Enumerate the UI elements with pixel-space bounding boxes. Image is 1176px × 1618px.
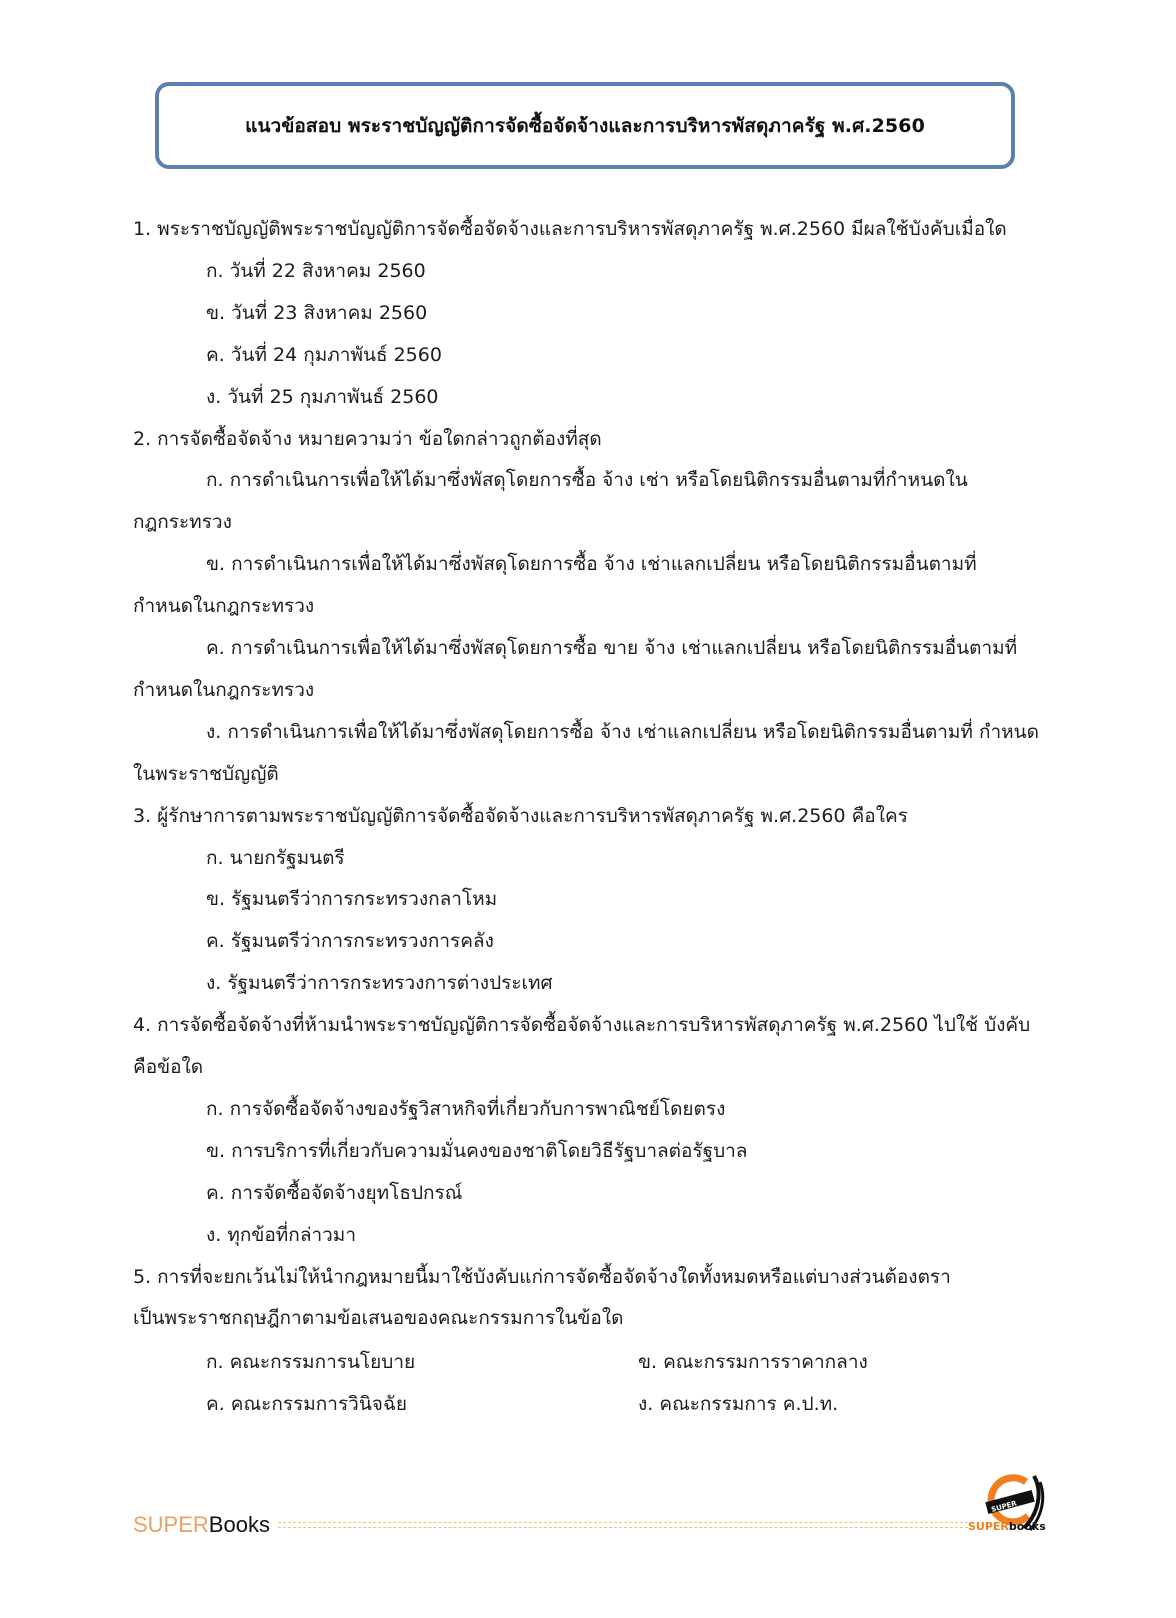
continuation-text: คือข้อใด: [133, 1056, 204, 1078]
answer-option: ข. รัฐมนตรีว่าการกระทรวงกลาโหม: [206, 888, 498, 910]
answer-option: ค. การดำเนินการเพื่อให้ได้มาซึ่งพัสดุโดยการซื้อ ขาย จ้าง เช่าแลกเปลี่ยน หรือโดยนิติกรรมอื่นตามที่: [206, 637, 1018, 659]
answer-option: ง. วันที่ 25 กุมภาพันธ์ 2560: [206, 386, 439, 408]
answer-option: ง. การดำเนินการเพื่อให้ได้มาซึ่งพัสดุโดยการซื้อ จ้าง เช่าแลกเปลี่ยน หรือโดยนิติกรรมอื่นตามที่ กำหนด: [206, 721, 1039, 743]
answer-option: ง. ทุกข้อที่กล่าวมา: [206, 1224, 356, 1246]
q5-option-b: ข. คณะกรรมการราคากลาง: [638, 1351, 868, 1373]
q5-option-d: ง. คณะกรรมการ ค.ป.ท.: [638, 1393, 839, 1415]
continuation-text: เป็นพระราชกฤษฎีกาตามข้อเสนอของคณะกรรมการในข้อใด: [133, 1307, 624, 1329]
logo-wordmark: SUPERbooks: [968, 1520, 1046, 1533]
question-text: 5. การที่จะยกเว้นไม่ให้นำกฎหมายนี้มาใช้บังคับแก่การจัดซื้อจัดจ้างใดทั้งหมดหรือแต่บางส่วนต้องตรา: [133, 1266, 951, 1288]
answer-option: ก. การดำเนินการเพื่อให้ได้มาซึ่งพัสดุโดยการซื้อ จ้าง เช่า หรือโดยนิติกรรมอื่นตามที่กำหนดใน: [206, 469, 968, 491]
answer-option: ข. การบริการที่เกี่ยวกับความมั่นคงของชาติโดยวิธีรัฐบาลต่อรัฐบาล: [206, 1140, 748, 1162]
footer-brand: [133, 1512, 270, 1538]
footer-brand-books: Books: [208, 1512, 270, 1537]
question-text: 3. ผู้รักษาการตามพระราชบัญญัติการจัดซื้อจัดจ้างและการบริหารพัสดุภาครัฐ พ.ศ.2560 คือใคร: [133, 805, 908, 827]
footer-divider: [278, 1522, 968, 1528]
answer-option: ค. รัฐมนตรีว่าการกระทรวงการคลัง: [206, 930, 494, 952]
title-box: [155, 82, 1015, 169]
continuation-text: กำหนดในกฎกระทรวง: [133, 679, 315, 701]
question-text: 2. การจัดซื้อจัดจ้าง หมายความว่า ข้อใดกล่าวถูกต้องที่สุด: [133, 428, 602, 450]
q5-option-c: ค. คณะกรรมการวินิจฉัย: [206, 1393, 408, 1415]
answer-option: ข. วันที่ 23 สิงหาคม 2560: [206, 302, 428, 324]
continuation-text: ในพระราชบัญญัติ: [133, 763, 279, 785]
answer-option: ค. การจัดซื้อจัดจ้างยุทโธปกรณ์: [206, 1182, 463, 1204]
answer-option: ง. รัฐมนตรีว่าการกระทรวงการต่างประเทศ: [206, 972, 553, 994]
question-text: 1. พระราชบัญญัติพระราชบัญญัติการจัดซื้อจัดจ้างและการบริหารพัสดุภาครัฐ พ.ศ.2560 มีผลใช้บังคับเมื่อใด: [133, 218, 1007, 240]
answer-option: ก. การจัดซื้อจัดจ้างของรัฐวิสาหกิจที่เกี่ยวกับการพาณิชย์โดยตรง: [206, 1098, 726, 1120]
document-title: แนวข้อสอบ พระราชบัญญัติการจัดซื้อจัดจ้างและการบริหารพัสดุภาครัฐ พ.ศ.2560: [245, 114, 925, 137]
svg-text:SUPER: SUPER: [990, 1499, 1018, 1514]
answer-option: ค. วันที่ 24 กุมภาพันธ์ 2560: [206, 344, 442, 366]
answer-option: ก. วันที่ 22 สิงหาคม 2560: [206, 260, 426, 282]
answer-option: ก. นายกรัฐมนตรี: [206, 847, 345, 869]
q5-option-a: ก. คณะกรรมการนโยบาย: [206, 1351, 416, 1373]
footer-brand-super: SUPER: [133, 1512, 209, 1537]
continuation-text: กำหนดในกฎกระทรวง: [133, 595, 315, 617]
question-text: 4. การจัดซื้อจัดจ้างที่ห้ามนำพระราชบัญญัติการจัดซื้อจัดจ้างและการบริหารพัสดุภาครัฐ พ.ศ.2560 ไปใช้ บังคับ: [133, 1014, 1031, 1036]
answer-option: ข. การดำเนินการเพื่อให้ได้มาซึ่งพัสดุโดยการซื้อ จ้าง เช่าแลกเปลี่ยน หรือโดยนิติกรรมอื่นตามที่: [206, 553, 977, 575]
continuation-text: กฎกระทรวง: [133, 511, 232, 533]
